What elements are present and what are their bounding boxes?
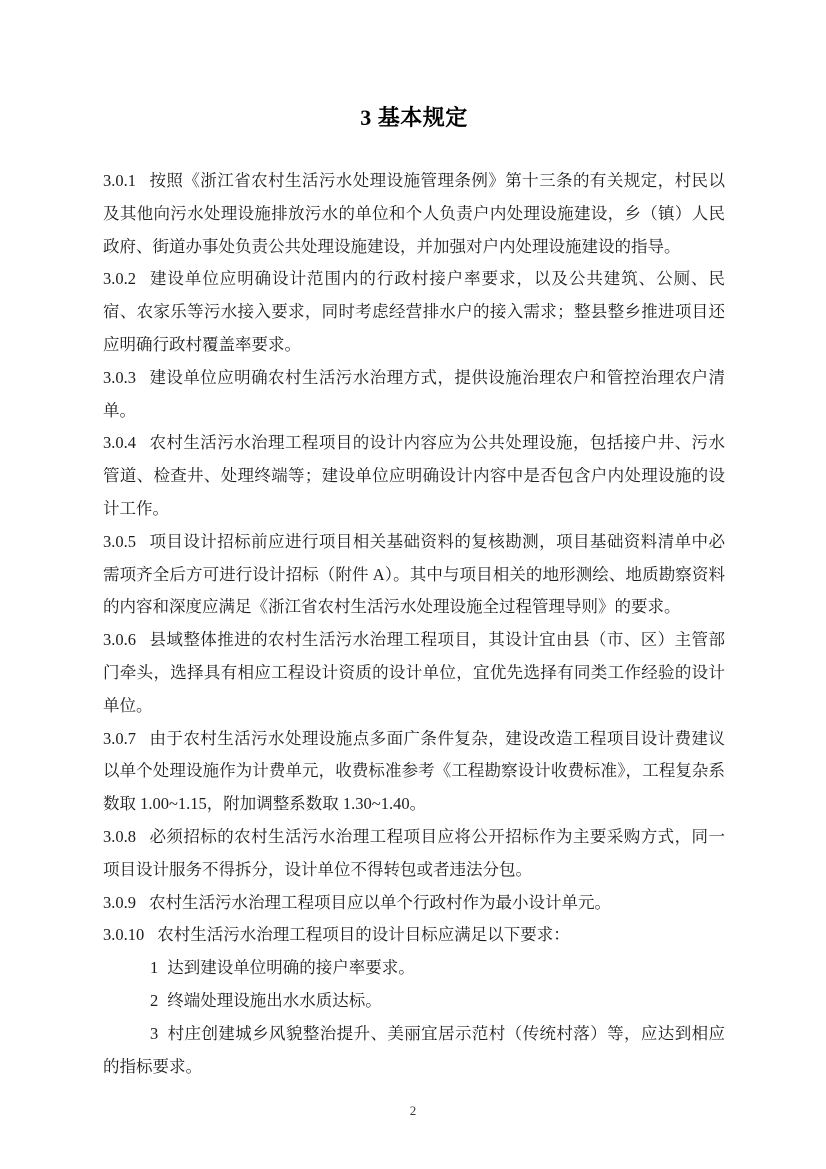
clause-3-0-4 (103, 427, 725, 525)
clause-3-0-2 (103, 263, 725, 361)
document-body (103, 165, 725, 1083)
clause-number: 3.0.7 (103, 728, 136, 748)
clause-text: 项目设计招标前应进行项目相关基础资料的复核勘测，项目基础资料清单中必需项齐全后方可进行设计招标（附件 A）。其中与项目相关的地形测绘、地质勘察资料的内容和深度应满足《浙江省农村生活污水处理设施全过程管理导则》的要求。 (103, 531, 725, 617)
clause-text: 建设单位应明确设计范围内的行政村接户率要求，以及公共建筑、公厕、民宿、农家乐等污水接入要求，同时考虑经营排水户的接入需求；整县整乡推进项目还应明确行政村覆盖率要求。 (103, 269, 725, 354)
clause-text: 建设单位应明确农村生活污水治理方式，提供设施治理农户和管控治理农户清单。 (103, 367, 725, 420)
clause-text: 农村生活污水治理工程项目的设计内容应为公共处理设施，包括接户井、污水管道、检查井、处理终端等；建设单位应明确设计内容中是否包含户内处理设施的设计工作。 (103, 433, 725, 518)
clause-3-0-10 (103, 919, 725, 952)
subclause-number: 3 (150, 1023, 159, 1043)
clause-3-0-3 (103, 362, 725, 428)
clause-3-0-1 (103, 165, 725, 263)
subclause-1 (103, 952, 725, 985)
clause-text: 按照《浙江省农村生活污水处理设施管理条例》第十三条的有关规定，村民以及其他向污水处理设施排放污水的单位和个人负责户内处理设施建设，乡（镇）人民政府、街道办事处负责公共处理设施建设，并加强对户内处理设施建设的指导。 (103, 171, 725, 256)
clause-number: 3.0.5 (103, 531, 136, 551)
clause-text: 必须招标的农村生活污水治理工程项目应将公开招标作为主要采购方式，同一项目设计服务不得拆分，设计单位不得转包或者违法分包。 (103, 826, 725, 879)
clause-number: 3.0.8 (103, 826, 136, 846)
clause-3-0-5 (103, 526, 725, 624)
subclause-text: 村庄创建城乡风貌整治提升、美丽宜居示范村（传统村落）等，应达到相应的指标要求。 (103, 1023, 725, 1076)
clause-3-0-6 (103, 624, 725, 722)
subclause-number: 2 (150, 990, 159, 1010)
subclause-text: 达到建设单位明确的接户率要求。 (167, 958, 415, 978)
chapter-title: 3 基本规定 (360, 105, 468, 130)
subclause-3 (103, 1018, 725, 1084)
clause-text: 县域整体推进的农村生活污水治理工程项目，其设计宜由县（市、区）主管部门牵头，选择具有相应工程设计资质的设计单位，宜优先选择有同类工作经验的设计单位。 (103, 630, 725, 715)
clause-number: 3.0.9 (103, 892, 136, 912)
clause-3-0-8 (103, 821, 725, 887)
clause-number: 3.0.6 (103, 630, 136, 650)
clause-text: 农村生活污水治理工程项目应以单个行政村作为最小设计单元。 (149, 892, 611, 912)
page-number: 2 (409, 1103, 417, 1118)
clause-number: 3.0.1 (103, 171, 136, 190)
clause-3-0-9 (103, 887, 725, 920)
clause-number: 3.0.3 (103, 367, 136, 387)
clause-number: 3.0.4 (103, 433, 136, 453)
subclause-number: 1 (150, 958, 159, 978)
clause-text: 由于农村生活污水处理设施点多面广条件复杂，建设改造工程项目设计费建议以单个处理设施作为计费单元，收费标准参考《工程勘察设计收费标准》，工程复杂系数取 1.00~1.15，附加调整系数取 1.30~1.40。 (103, 728, 725, 814)
subclause-text: 终端处理设施出水水质达标。 (167, 990, 382, 1010)
clause-3-0-7 (103, 723, 725, 821)
clause-text: 农村生活污水治理工程项目的设计目标应满足以下要求： (157, 925, 570, 945)
subclause-2 (103, 985, 725, 1018)
clause-number: 3.0.10 (103, 925, 145, 945)
clause-number: 3.0.2 (103, 269, 136, 289)
